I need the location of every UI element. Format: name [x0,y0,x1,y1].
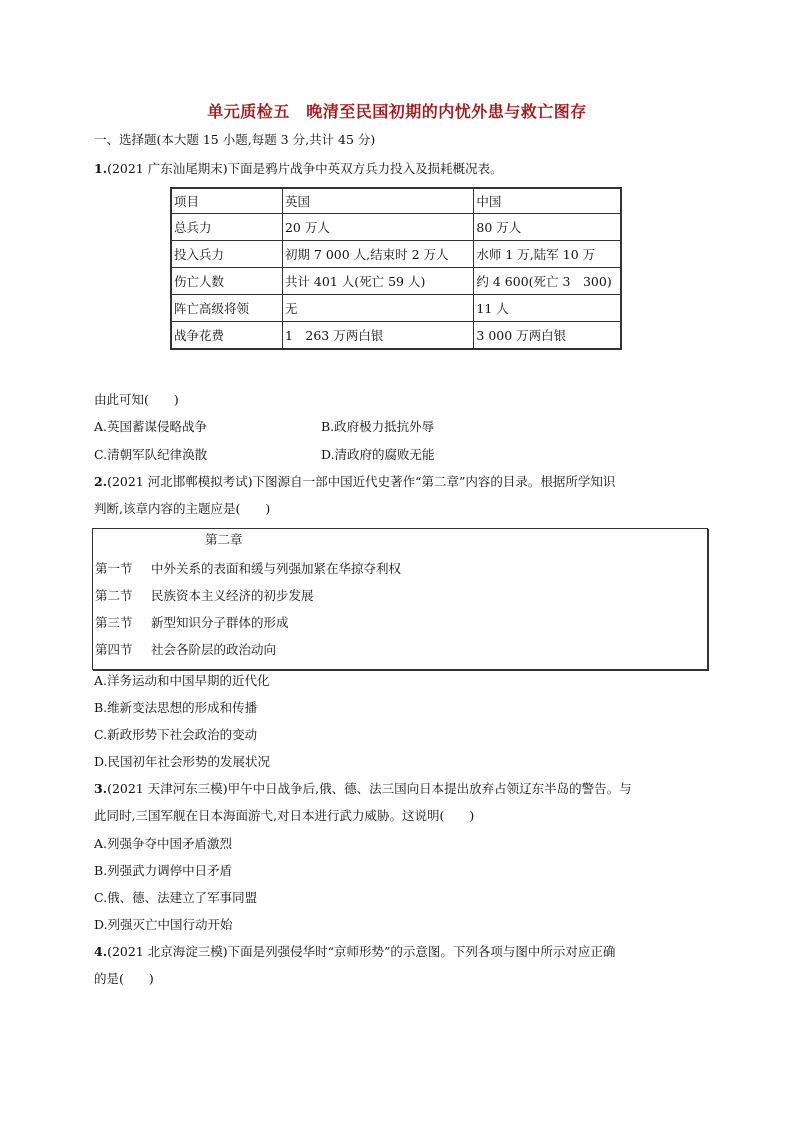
section-title: 中外关系的表面和缓与列强加紧在华掠夺利权 [151,561,402,576]
question-1 [94,160,503,178]
table-row [171,241,621,268]
table-cell: 初期 7 000 人,结束时 2 万人 [282,241,473,268]
section-number: 第四节 [95,642,133,657]
table-cell: 约 4 600(死亡 3 300) [474,268,621,295]
table-row [171,322,621,350]
answer-option-a[interactable]: A.洋务运动和中国早期的近代化 [94,673,270,688]
section-title: 民族资本主义经济的初步发展 [151,588,314,603]
table-cell: 11 人 [474,295,621,322]
table-cell: 3 000 万两白银 [474,322,621,350]
chapter-section [95,586,314,604]
section-number: 第三节 [95,615,133,630]
question-text: (2021 北京海淀三模)下面是列强侵华时“京师形势”的示意图。下列各项与图中所示对应正确 [107,944,616,959]
question-text: (2021 河北邯郸模拟考试)下图源自一部中国近代史著作“第二章”内容的目录。根据所学知识 [107,474,616,489]
table-cell: 阵亡高级将领 [171,295,282,322]
question-text-continued: 判断,该章内容的主题应是( ) [94,501,271,516]
table-cell: 无 [282,295,473,322]
question-2 [94,473,615,491]
table-header-cell: 英国 [282,188,473,214]
table-row [171,214,621,241]
question-number: 4. [94,944,108,959]
answer-option-c[interactable]: C.清朝军队纪律涣散 [94,447,208,462]
answer-option-b[interactable]: B.维新变法思想的形成和传播 [94,700,258,715]
table-cell: 水师 1 万,陆军 10 万 [474,241,621,268]
table-cell: 20 万人 [282,214,473,241]
answer-option-a[interactable]: A.列强争夺中国矛盾激烈 [94,836,233,851]
answer-option-d[interactable]: D.民国初年社会形势的发展状况 [94,754,271,769]
chapter-section [95,559,401,577]
table-row [171,268,621,295]
table-header-cell: 项目 [171,188,282,214]
question-4 [94,943,615,961]
table-cell: 投入兵力 [171,241,282,268]
answer-option-d[interactable]: D.清政府的腐败无能 [321,447,435,462]
answer-option-c[interactable]: C.新政形势下社会政治的变动 [94,727,258,742]
answer-option-c[interactable]: C.俄、德、法建立了军事同盟 [94,890,258,905]
table-row [171,295,621,322]
section-number: 第一节 [95,561,133,576]
question-text-continued: 的是( ) [94,971,154,986]
section-title: 社会各阶层的政治动向 [151,642,277,657]
section-title: 新型知识分子群体的形成 [151,615,289,630]
table-cell: 伤亡人数 [171,268,282,295]
table-cell: 总兵力 [171,214,282,241]
answer-option-d[interactable]: D.列强灭亡中国行动开始 [94,917,233,932]
answer-option-a[interactable]: A.英国蓄谋侵略战争 [94,419,208,434]
question-text: (2021 广东汕尾期末)下面是鸦片战争中英双方兵力投入及损耗概况表。 [107,161,503,176]
question-number: 3. [94,781,108,796]
section-header: 一、选择题(本大题 15 小题,每题 3 分,共计 45 分) [94,132,376,147]
section-number: 第二节 [95,588,133,603]
answer-option-b[interactable]: B.列强武力调停中日矛盾 [94,863,233,878]
chapter-section [95,640,276,658]
table-header-cell: 中国 [474,188,621,214]
table-cell: 1 263 万两白银 [282,322,473,350]
chapter-title: 第二章 [205,532,243,547]
page-title: 单元质检五 晚清至民国初期的内忧外患与救亡图存 [207,102,587,121]
question-number: 2. [94,474,108,489]
q1-data-table [170,187,622,350]
table-cell: 共计 401 人(死亡 59 人) [282,268,473,295]
question-number: 1. [94,161,108,176]
question-3 [94,780,632,798]
table-cell: 80 万人 [474,214,621,241]
table-header-row [171,188,621,214]
answer-option-b[interactable]: B.政府极力抵抗外辱 [321,419,435,434]
question-text-continued: 此同时,三国军舰在日本海面游弋,对日本进行武力威胁。这说明( ) [94,808,475,823]
chapter-section [95,613,289,631]
question-prompt: 由此可知( ) [94,392,179,407]
question-text: (2021 天津河东三模)甲午中日战争后,俄、德、法三国向日本提出放弃占领辽东半岛的警告。与 [107,781,632,796]
table-cell: 战争花费 [171,322,282,350]
